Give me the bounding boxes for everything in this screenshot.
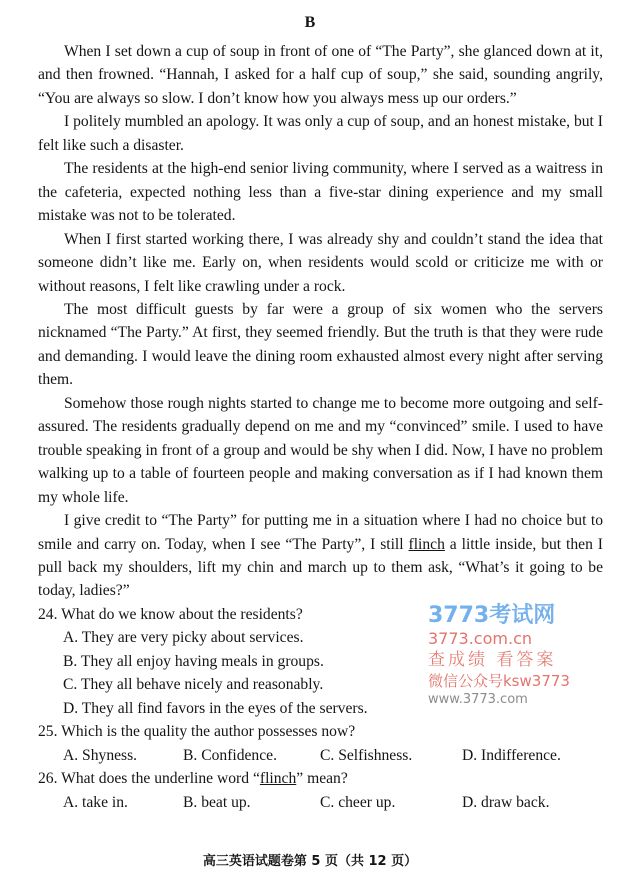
option: A. take in. (63, 793, 128, 811)
text: I give credit to “The Party” for putting me in a situation where I had no choice but to smile and carry on. Today, when I see “The Party”, I still (38, 512, 603, 553)
text: 26. What does the underline word “ (38, 770, 260, 788)
underlined-word: flinch (408, 535, 445, 553)
option: C. They all behave nicely and reasonably. (63, 676, 324, 694)
option: A. They are very picky about services. (63, 629, 304, 647)
question-24: 24. What do we know about the residents? (38, 605, 303, 623)
paragraph: When I first started working there, I was already shy and couldn’t stand the idea that someone didn’t like me. Early on, when residents would scold or criticize me with or without reasons, I felt like crawling under a rock. (38, 230, 603, 295)
paragraph: I politely mumbled an apology. It was only a cup of soup, and an honest mistake, but I felt like such a disaster. (38, 113, 603, 154)
watermark (428, 603, 603, 720)
text: a little inside, but then I pull back my shoulders, lift my chin and march up to them ask, “What’s it going to be today, ladies?” (38, 535, 603, 600)
option: D. They all find favors in the eyes of the servers. (63, 699, 368, 717)
paragraph: Somehow those rough nights started to change me to become more outgoing and self-assured. The residents gradually depend on me and my “convinced” smile. I used to have trouble speaking in front of a group and would be shy when I did. Now, I have no problem walking up to a table of fourteen people and making conversation as if I had known them my whole life. (38, 394, 603, 506)
paragraph-last (38, 509, 603, 603)
page-content (38, 40, 603, 814)
options-row (63, 791, 603, 814)
question-24-content (38, 603, 423, 720)
page-footer: 高三英语试题卷第 5 页（共 12 页） (202, 854, 418, 869)
option: C. cheer up. (320, 793, 396, 811)
option: D. Indifference. (462, 746, 561, 764)
question-24-block (38, 603, 603, 720)
option: A. Shyness. (63, 746, 138, 764)
paragraph: When I set down a cup of soup in front of one of “The Party”, she glanced down at it, and then frowned. “Hannah, I asked for a half cup of soup,” she said, sounding angrily, “You are always so slow. I don’t know how you always mess up our orders.” (38, 43, 603, 107)
question-26 (38, 767, 603, 790)
watermark-diagonal: www.3773.com (428, 691, 528, 707)
option: D. draw back. (462, 793, 550, 811)
paragraph: The residents at the high-end senior living community, where I served as a waitress in the cafeteria, expected nothing less than a five-star dining experience and my small mistake was not to be tolerated. (38, 160, 603, 225)
questions (38, 603, 603, 814)
text: ” mean? (296, 770, 348, 788)
underlined-word: flinch (259, 770, 297, 788)
option: B. They all enjoy having meals in groups. (63, 652, 324, 670)
watermark-wechat: 微信公众号ksw3773 (428, 671, 570, 690)
reading-passage (38, 40, 603, 603)
option: B. Confidence. (183, 746, 277, 764)
section-title: B (304, 14, 316, 31)
options-row (63, 744, 603, 767)
watermark-logo: 3773考试网 (428, 602, 556, 628)
watermark-slogan: 查成绩 看答案 (428, 649, 557, 670)
option: B. beat up. (183, 793, 251, 811)
paragraph: The most difficult guests by far were a group of six women who the servers nicknamed “The Party.” At first, they seemed friendly. But the truth is that they were rude and demanding. I would leave the dining room exhausted almost every night after serving them. (38, 300, 603, 389)
option: C. Selfishness. (320, 746, 413, 764)
watermark-domain: 3773.com.cn (428, 628, 532, 648)
question-25: 25. Which is the quality the author possesses now? (38, 723, 356, 741)
